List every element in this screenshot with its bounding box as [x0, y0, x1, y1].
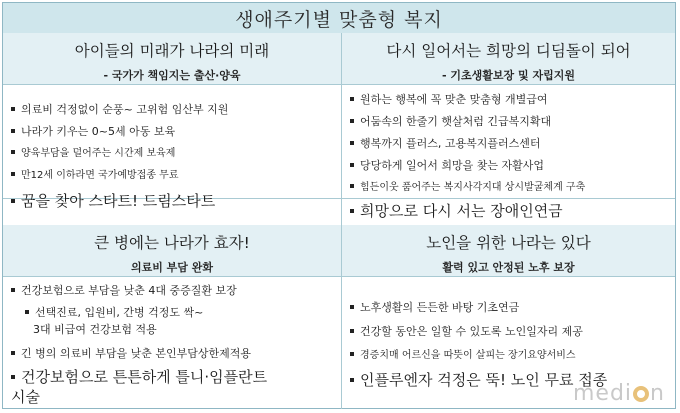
quadrant-heading: 큰 병에는 나라가 효자!	[94, 234, 250, 252]
list-item: 선택진료, 입원비, 간병 걱정도 싹~	[25, 306, 203, 320]
list-item-large: 희망으로 다시 서는 장애인연금	[350, 201, 563, 221]
bullet-icon	[11, 129, 15, 133]
list-item-large: 건강보험으로 튼튼하게 틀니·임플란트	[11, 367, 267, 387]
bullet-icon	[11, 199, 15, 203]
quadrant-childcare-header	[3, 33, 341, 85]
bullet-icon	[350, 305, 354, 309]
bullet-icon	[350, 97, 354, 101]
list-item: 만12세 이하라면 국가예방접종 무료	[11, 169, 179, 183]
bullet-icon	[350, 184, 354, 188]
list-item: 건강보험으로 부담을 낮춘 4대 중증질환 보장	[11, 284, 237, 298]
quadrant-childcare-body	[3, 85, 341, 198]
bullet-icon	[350, 119, 354, 123]
quadrant-heading: 다시 일어서는 희망의 디딤돌이 되어	[386, 42, 631, 60]
bullet-icon	[350, 352, 354, 356]
bullet-icon	[11, 150, 15, 154]
list-item: 경증치매 어르신을 따뜻이 살피는 장기요양서비스	[350, 349, 576, 363]
quadrant-subheading: - 국가가 책임지는 출산·양육	[103, 69, 241, 82]
bullet-icon	[350, 209, 354, 213]
list-item: 당당하게 일어서 희망을 찾는 자활사업	[350, 159, 544, 173]
list-item: 행복까지 플러스, 고용복지플러스센터	[350, 137, 541, 151]
list-item-continued: 3대 비급여 건강보험 적용	[33, 323, 157, 336]
quadrant-heading: 노인을 위한 나라는 있다	[426, 234, 591, 252]
welfare-table	[2, 2, 676, 409]
quadrant-selfreliance-header	[342, 33, 675, 85]
bullet-icon	[350, 329, 354, 333]
bullet-icon	[350, 378, 354, 382]
list-item: 원하는 행복에 꼭 맞춘 맞춤형 개별급여	[350, 93, 548, 107]
quadrant-subheading: - 기초생활보장 및 자립지원	[442, 69, 575, 82]
quadrant-subheading: 의료비 부담 완화	[130, 261, 214, 274]
list-item: 어둠속의 한줄기 햇살처럼 긴급복지확대	[350, 115, 551, 129]
bullet-icon	[350, 141, 354, 145]
table-title: 생애주기별 맞춤형 복지	[3, 3, 675, 34]
quadrant-subheading: 활력 있고 안정된 노후 보장	[442, 261, 575, 274]
list-item: 나라가 키우는 0~5세 아동 보육	[11, 125, 175, 139]
bullet-icon	[25, 310, 29, 314]
quadrant-elderly-header	[342, 225, 675, 277]
list-item-large: 꿈을 찾아 스타트! 드림스타트	[11, 191, 215, 211]
quadrant-heading: 아이들의 미래가 나라의 미래	[74, 42, 270, 60]
bullet-icon	[11, 375, 15, 379]
list-item-large: 인플루엔자 걱정은 뚝! 노인 무료 접종	[350, 370, 607, 390]
bullet-icon	[11, 351, 15, 355]
quadrant-selfreliance-body	[342, 85, 675, 198]
list-item: 긴 병의 의료비 부담을 낮춘 본인부담상한제적용	[11, 347, 251, 361]
bullet-icon	[350, 163, 354, 167]
list-item: 양육부담을 덜어주는 시간제 보육제	[11, 147, 175, 161]
bullet-icon	[11, 288, 15, 292]
quadrant-medical-header	[3, 225, 341, 277]
list-item: 노후생활의 든든한 바탕 기초연금	[350, 301, 519, 315]
list-item: 건강할 동안은 일할 수 있도록 노인일자리 제공	[350, 325, 583, 339]
bullet-icon	[11, 107, 15, 111]
medion-watermark-logo: medi n	[573, 381, 665, 406]
list-item: 의료비 걱정없이 순풍~ 고위험 임산부 지원	[11, 103, 228, 117]
bullet-icon	[11, 172, 15, 176]
logo-o-icon	[633, 386, 649, 402]
list-item: 힘든이웃 품어주는 복지사각지대 상시발굴체계 구축	[350, 181, 585, 195]
list-item-large-continued: 시술	[11, 388, 40, 406]
